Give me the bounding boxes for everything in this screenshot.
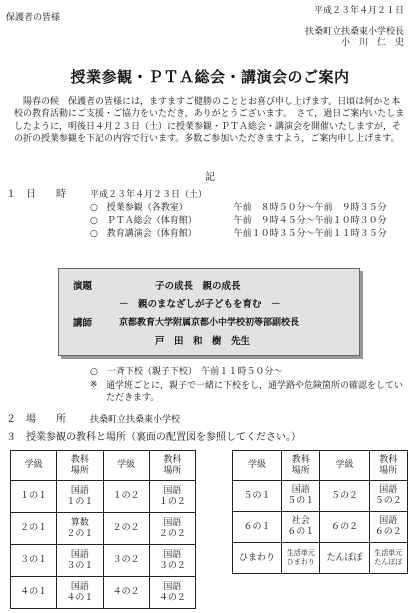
table-row	[11, 481, 196, 513]
table-cell: １の１	[11, 481, 57, 513]
schedule-name: ＰＴＡ総会（体育館）	[106, 216, 197, 226]
table-cell: １の２	[103, 481, 149, 513]
table-cell: ひまわり	[233, 543, 282, 574]
bullet: ○	[90, 229, 98, 239]
speaker-affiliation: 京都教育大学附属京都小中学校初等部副校長	[119, 318, 300, 328]
table-header-cell: 学級	[103, 451, 149, 481]
bullet: ○	[90, 203, 98, 213]
schedule-time: 午前 ９時４５分～午前１０時３０分	[233, 216, 387, 226]
schedule-item	[90, 216, 387, 227]
section1-number: １	[6, 189, 16, 200]
table-cell: 生活単元 ひまわり	[282, 543, 320, 574]
letter-date: 平成２３年４月２１日	[313, 6, 404, 16]
schedule-name: 授業参観（各教室）	[106, 203, 188, 213]
table-row	[233, 512, 408, 543]
table-cell: ３の２	[103, 545, 149, 577]
table-cell: 国語 ５の２	[369, 481, 407, 512]
table-row	[233, 481, 408, 512]
recipient: 保護者の皆様	[6, 13, 61, 23]
table-cell: 国語 ４の１	[57, 577, 103, 609]
table-cell: ２の１	[11, 513, 57, 545]
sender-school: 扶桑町立扶桑東小学校長	[304, 27, 404, 37]
table-row	[11, 577, 196, 609]
section1-date: 平成２３年４月２３日（土）	[90, 190, 208, 200]
table-cell: 国語 ６の２	[369, 512, 407, 543]
table-cell: ３の１	[11, 545, 57, 577]
section2-label: 場 所	[26, 414, 66, 425]
document-title: 授業参観・ＰＴＡ総会・講演会のご案内	[70, 68, 350, 86]
schedule-item	[90, 203, 387, 214]
section3-label: 授業参観の教科と場所（裏面の配置図を参照してください。）	[26, 432, 301, 443]
schedule-time: 午前 ８時５０分～午前 ９時３５分	[233, 203, 387, 213]
table-cell: たんぽぽ	[320, 543, 369, 574]
speaker-label: 講師	[73, 318, 93, 329]
section2-number: ２	[6, 414, 16, 425]
speaker-name: 戸 田 和 樹 先生	[155, 336, 251, 347]
lecture-box	[58, 268, 360, 356]
table-cell: 国語 １の２	[149, 481, 195, 513]
table-row	[11, 545, 196, 577]
section2-value: 扶桑町立扶桑東小学校	[90, 415, 181, 425]
schedule-name: 教育講演会（体育館）	[106, 229, 197, 239]
table-cell: 国語 ２の２	[149, 513, 195, 545]
table-cell: 国語 ３の１	[57, 545, 103, 577]
table-header-cell: 学級	[11, 451, 57, 481]
table-cell: 国語 ３の２	[149, 545, 195, 577]
table-cell: ６の２	[320, 512, 369, 543]
schedule-item	[90, 229, 387, 240]
table-header-cell: 学級	[233, 451, 282, 481]
table-cell: 国語 １の１	[57, 481, 103, 513]
table-cell: ４の１	[11, 577, 57, 609]
dismissal-note: 通学班ごとに，親子で一緒に下校をし，通学路や危険箇所の確認をしていただきます。	[106, 381, 404, 403]
table-header-cell: 教科 場所	[149, 451, 195, 481]
schedule-time: 午前１０時３５分～午前１１時３５分	[233, 229, 387, 239]
table-header-cell: 教科 場所	[369, 451, 407, 481]
table-row	[11, 513, 196, 545]
ki-mark: 記	[205, 172, 215, 183]
letter-meta	[305, 6, 404, 49]
table-header-row	[233, 451, 408, 481]
section1-label: 日 時	[26, 189, 66, 200]
section3-number: ３	[6, 432, 16, 443]
table-header-cell: 学級	[320, 451, 369, 481]
class-table-left	[10, 450, 196, 609]
dismissal-line: ○ 一斉下校（親子下校） 午前１１時５０分～	[90, 367, 283, 377]
table-header-cell: 教科 場所	[57, 451, 103, 481]
table-row	[233, 543, 408, 574]
bullet: ○	[90, 216, 98, 226]
table-cell: 生活単元 たんぽぽ	[369, 543, 407, 574]
table-cell: 国語 ４の２	[149, 577, 195, 609]
sender-principal: 小 川 仁 史	[340, 38, 404, 48]
intro-paragraph: 陽春の候 保護者の皆様には，ますますご健勝のこととお喜び申し上げます。日頃は何かと本校の教育活動にご支援・ご協力をいただき，ありがとうございます。 さて，過日ご案内いたしましたように，明後日４月２３日（土）に授業参観・ＰＴＡ総会・講演会を開催いたしますが，その折の授業参観を下記の内容で行います。多数ご参加いただきますよう，ご案内申し上げます。	[14, 97, 405, 144]
table-cell: 社会 ６の１	[282, 512, 320, 543]
table-cell: ６の１	[233, 512, 282, 543]
note-mark: ※	[90, 380, 98, 390]
table-header-cell: 教科 場所	[282, 451, 320, 481]
table-cell: 算数 ２の１	[57, 513, 103, 545]
table-header-row	[11, 451, 196, 481]
table-cell: ５の１	[233, 481, 282, 512]
class-table-right	[232, 450, 408, 574]
table-cell: ５の２	[320, 481, 369, 512]
theme-subtitle: － 親のまなざしが子どもを育む －	[119, 299, 281, 310]
theme-title: 子の成長 親の成長	[155, 281, 241, 292]
table-cell: ２の２	[103, 513, 149, 545]
table-cell: ４の２	[103, 577, 149, 609]
theme-label: 演題	[73, 281, 93, 292]
table-cell: 国語 ５の１	[282, 481, 320, 512]
